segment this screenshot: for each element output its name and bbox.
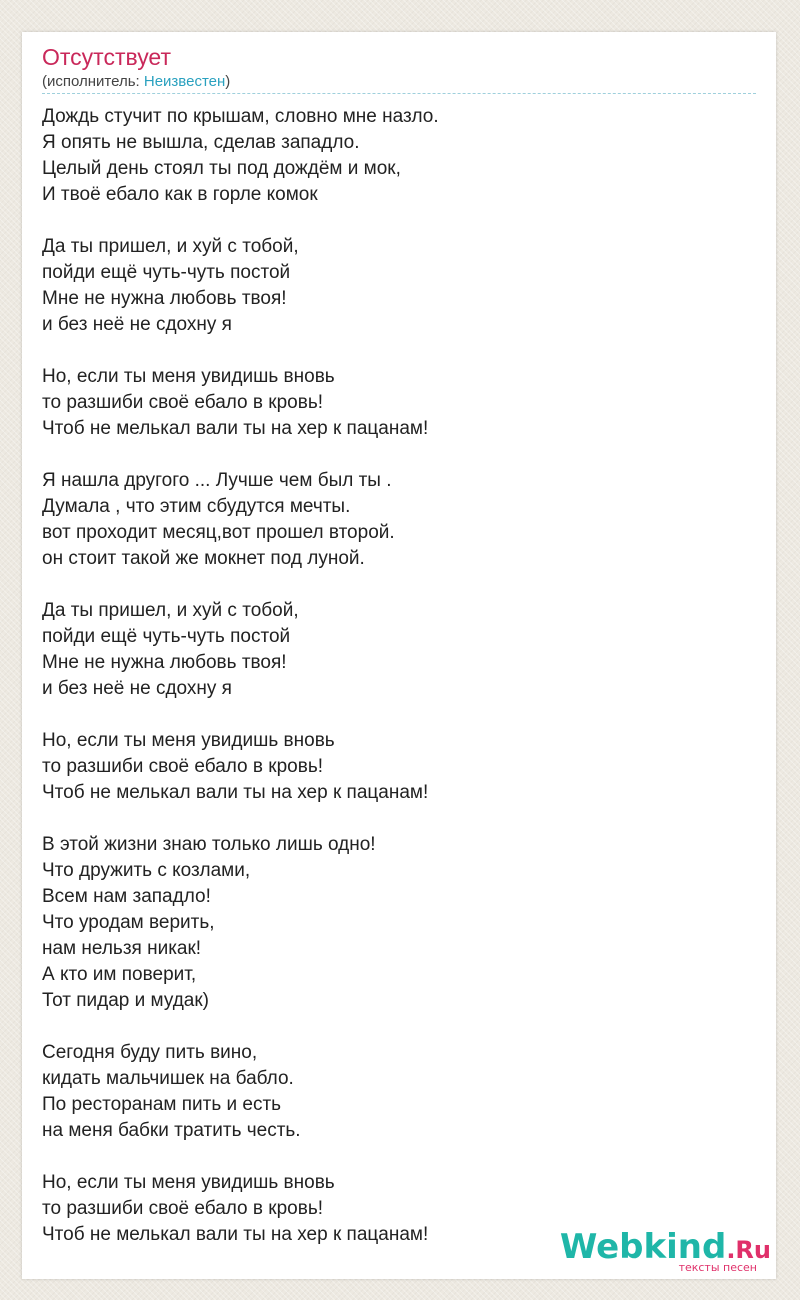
lyric-line: В этой жизни знаю только лишь одно! [42, 834, 376, 855]
artist-link[interactable]: Неизвестен [143, 73, 226, 90]
lyrics-stanza [42, 1040, 742, 1144]
lyric-line: А кто им поверит, [42, 964, 197, 985]
lyric-line: и без неё не сдохну я [42, 314, 232, 335]
title-divider [42, 93, 756, 94]
lyrics-stanza [42, 728, 742, 806]
lyric-line: он стоит такой же мокнет под луной. [42, 548, 365, 569]
lyric-line: кидать мальчишек на бабло. [42, 1068, 294, 1089]
logo-name: Webkind [559, 1227, 727, 1267]
lyric-line: Тот пидар и мудак) [42, 990, 209, 1011]
artist-suffix: ) [225, 73, 231, 90]
lyric-line: Да ты пришел, и хуй с тобой, [42, 600, 299, 621]
lyric-line: Я опять не вышла, сделав западло. [42, 132, 360, 153]
artist-line [42, 73, 230, 91]
lyric-line: и без неё не сдохну я [42, 678, 232, 699]
lyric-line: Мне не нужна любовь твоя! [42, 652, 287, 673]
lyric-line: Чтоб не мелькал вали ты на хер к пацанам! [42, 782, 429, 803]
logo-tagline: тексты песен [678, 1261, 757, 1274]
site-logo[interactable] [559, 1227, 771, 1276]
lyric-line: вот проходит месяц,вот прошел второй. [42, 522, 395, 543]
lyric-line: По ресторанам пить и есть [42, 1094, 282, 1115]
lyric-line: Мне не нужна любовь твоя! [42, 288, 287, 309]
lyric-line: Всем нам западло! [42, 886, 211, 907]
lyrics-card [22, 32, 776, 1279]
lyric-line: Дождь стучит по крышам, словно мне назло. [42, 106, 439, 127]
lyrics-body [42, 104, 742, 1274]
lyrics-stanza [42, 104, 742, 208]
lyric-line: пойди ещё чуть-чуть постой [42, 626, 291, 647]
lyric-line: нам нельзя никак! [42, 938, 202, 959]
lyric-line: то разшиби своё ебало в кровь! [42, 392, 323, 413]
lyric-line: Что уродам верить, [42, 912, 215, 933]
song-title: Отсутствует [42, 44, 171, 70]
lyric-line: то разшиби своё ебало в кровь! [42, 1198, 323, 1219]
lyric-line: Но, если ты меня увидишь вновь [42, 730, 335, 751]
lyric-line: то разшиби своё ебало в кровь! [42, 756, 323, 777]
logo-tld: .Ru [726, 1236, 771, 1264]
lyric-line: Чтоб не мелькал вали ты на хер к пацанам! [42, 418, 429, 439]
lyric-line: Что дружить с козлами, [42, 860, 251, 881]
lyric-line: пойди ещё чуть-чуть постой [42, 262, 291, 283]
lyric-line: Думала , что этим сбудутся мечты. [42, 496, 351, 517]
lyrics-stanza [42, 832, 742, 1014]
lyric-line: Целый день стоял ты под дождём и мок, [42, 158, 401, 179]
lyrics-stanza [42, 468, 742, 572]
lyric-line: Я нашла другого ... Лучше чем был ты . [42, 470, 392, 491]
lyrics-stanza [42, 598, 742, 702]
lyric-line: Но, если ты меня увидишь вновь [42, 366, 335, 387]
lyric-line: на меня бабки тратить честь. [42, 1120, 301, 1141]
artist-prefix: (исполнитель: [42, 73, 144, 90]
lyric-line: Чтоб не мелькал вали ты на хер к пацанам! [42, 1224, 429, 1245]
lyric-line: И твоё ебало как в горле комок [42, 184, 318, 205]
lyric-line: Да ты пришел, и хуй с тобой, [42, 236, 299, 257]
lyric-line: Сегодня буду пить вино, [42, 1042, 258, 1063]
lyrics-stanza [42, 234, 742, 338]
lyrics-stanza [42, 364, 742, 442]
lyric-line: Но, если ты меня увидишь вновь [42, 1172, 335, 1193]
